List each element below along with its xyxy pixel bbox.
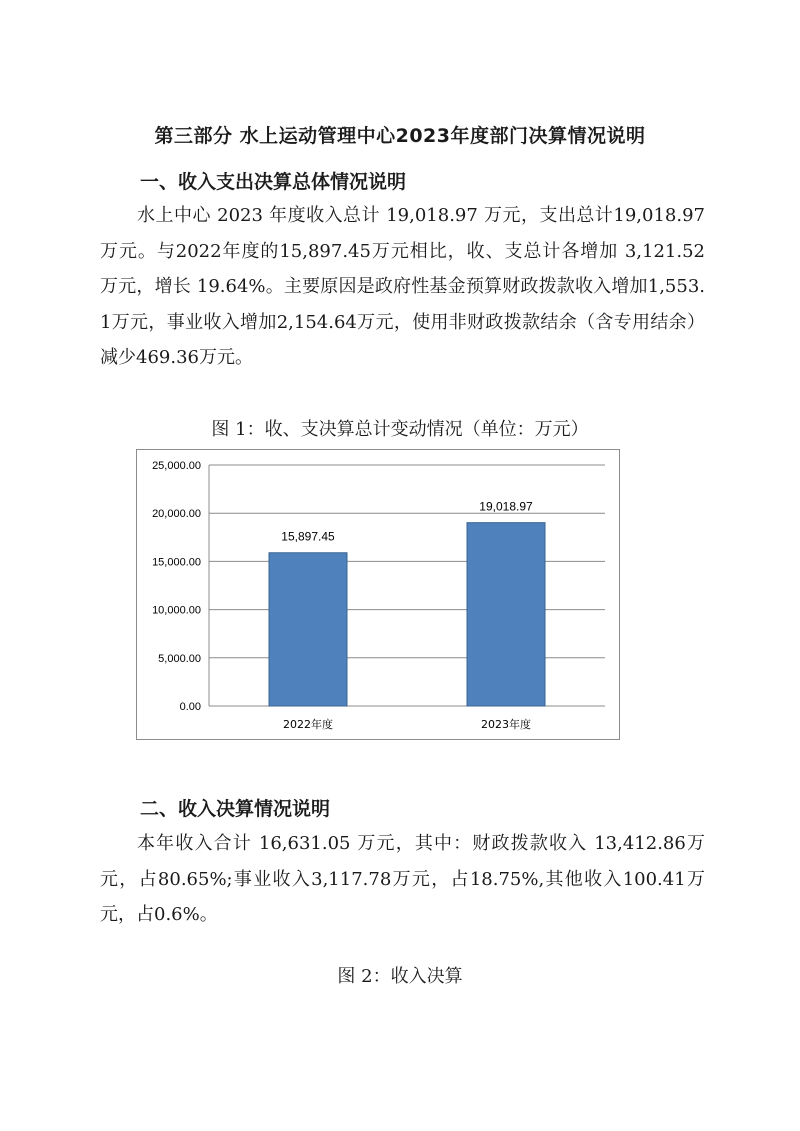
bar-chart-frame [136, 449, 620, 740]
bar [467, 523, 545, 706]
data-label: 15,897.45 [281, 529, 335, 544]
section2-heading: 二、收入决算情况说明 [140, 798, 331, 820]
page-title: 第三部分 水上运动管理中心2023年度部门决算情况说明 [154, 125, 646, 147]
x-tick-label: 2023年度 [481, 718, 531, 731]
data-label: 19,018.97 [479, 499, 533, 514]
x-tick-label: 2022年度 [283, 718, 333, 731]
y-tick-label: 0.00 [179, 701, 201, 713]
section1-heading: 一、收入支出决算总体情况说明 [140, 171, 407, 193]
figure2-caption: 图 2：收入决算 [337, 966, 463, 987]
y-tick-label: 5,000.00 [158, 652, 201, 665]
y-tick-label: 25,000.00 [152, 460, 201, 472]
y-tick-label: 15,000.00 [152, 556, 201, 569]
bar-chart [137, 450, 619, 739]
bar [269, 553, 347, 706]
figure1-caption: 图 1：收、支决算总计变动情况（单位：万元） [211, 419, 589, 440]
y-tick-label: 20,000.00 [152, 508, 201, 521]
y-tick-label: 10,000.00 [152, 604, 201, 617]
section2-paragraph: 本年收入合计 16,631.05 万元，其中：财政拨款收入 13,412.86万元，占80.65%;事业收入3,117.78万元，占18.75%,其他收入100.41万元，占0.6%。 [100, 833, 705, 925]
section1-paragraph: 水上中心 2023 年度收入总计 19,018.97 万元，支出总计19,018.97万元。与2022年度的15,897.45万元相比，收、支总计各增加 3,121.52 万元，增长 19.64%。主要原因是政府性基金预算财政拨款收入增加1,553.1万元，事业收入增加2,154.64万元，使用非财政拨款结余（含专用结余）减少469.36万元。 [100, 205, 705, 368]
